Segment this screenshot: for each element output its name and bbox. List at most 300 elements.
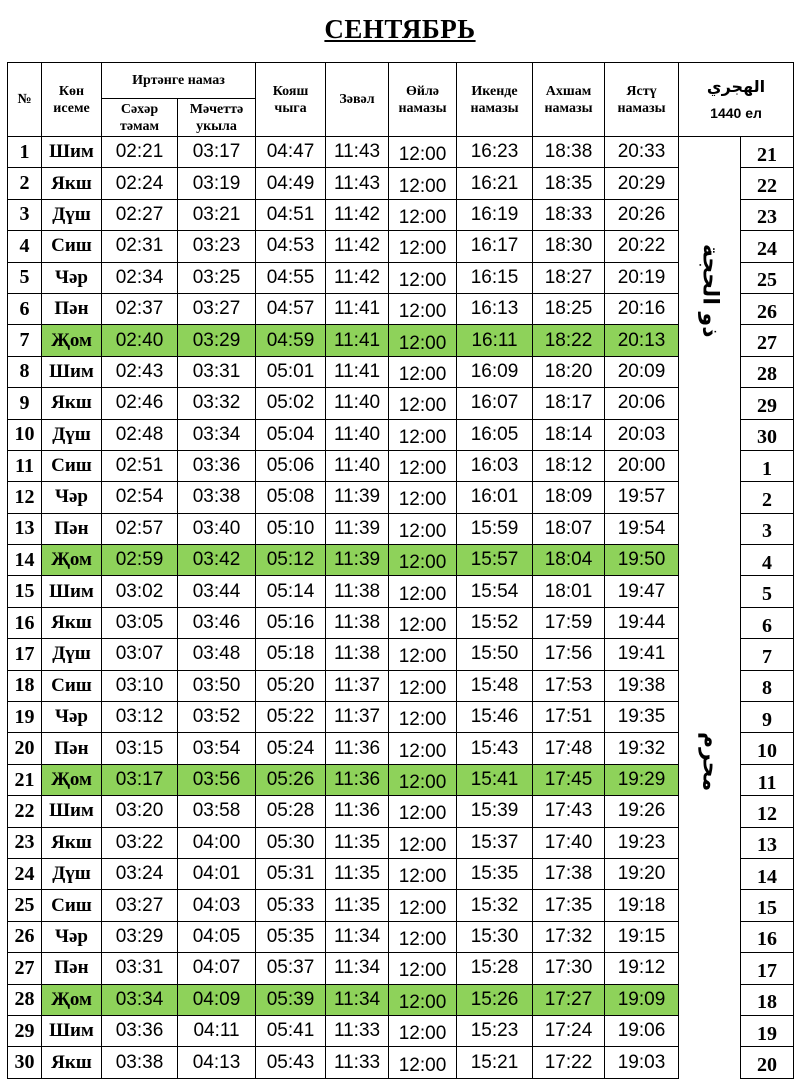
- ikende-time: 15:50: [457, 639, 533, 670]
- header-yastu-text: Ястү намазы: [617, 83, 666, 116]
- yastu-time: 19:26: [605, 796, 679, 827]
- hijri-day-number: 1: [741, 450, 794, 481]
- zawal-time: 11:39: [326, 513, 389, 544]
- day-number: 17: [8, 639, 42, 670]
- mosque-time: 03:52: [178, 702, 256, 733]
- sunrise-time: 05:33: [256, 890, 326, 921]
- mosque-time: 03:34: [178, 419, 256, 450]
- header-hijri-year: 1440 ел: [710, 104, 762, 121]
- day-name: Чәр: [42, 262, 102, 293]
- hijri-day-number: 7: [741, 639, 794, 670]
- zawal-time: 11:43: [326, 168, 389, 199]
- day-name: Җом: [42, 764, 102, 795]
- sahar-time: 03:24: [102, 858, 178, 889]
- day-name: Пән: [42, 953, 102, 984]
- day-name: Дүш: [42, 858, 102, 889]
- mosque-time: 03:38: [178, 482, 256, 513]
- ikende-time: 16:11: [457, 325, 533, 356]
- day-number: 5: [8, 262, 42, 293]
- sahar-time: 03:34: [102, 984, 178, 1015]
- akhsham-time: 18:17: [533, 388, 605, 419]
- day-number: 23: [8, 827, 42, 858]
- ikende-time: 15:41: [457, 764, 533, 795]
- hijri-day-number: 16: [741, 921, 794, 952]
- day-number: 16: [8, 607, 42, 638]
- ikende-time: 15:43: [457, 733, 533, 764]
- akhsham-time: 17:22: [533, 1047, 605, 1078]
- day-number: 14: [8, 545, 42, 576]
- ikende-time: 15:59: [457, 513, 533, 544]
- mosque-time: 04:03: [178, 890, 256, 921]
- akhsham-time: 18:20: [533, 356, 605, 387]
- mosque-time: 03:58: [178, 796, 256, 827]
- oyla-time: 12:00: [389, 733, 457, 764]
- mosque-time: 04:05: [178, 921, 256, 952]
- yastu-time: 19:54: [605, 513, 679, 544]
- hijri-day-number: 3: [741, 513, 794, 544]
- zawal-time: 11:42: [326, 231, 389, 262]
- akhsham-time: 17:59: [533, 607, 605, 638]
- mosque-time: 03:50: [178, 670, 256, 701]
- yastu-time: 19:18: [605, 890, 679, 921]
- ikende-time: 15:26: [457, 984, 533, 1015]
- table-row: [8, 890, 794, 921]
- sunrise-time: 05:06: [256, 450, 326, 481]
- oyla-time: 12:00: [389, 137, 457, 168]
- day-name: Шим: [42, 356, 102, 387]
- day-name: Җом: [42, 984, 102, 1015]
- header-num: №: [8, 63, 42, 137]
- yastu-time: 19:50: [605, 545, 679, 576]
- header-hijri-label: الهجري: [706, 76, 766, 96]
- day-number: 13: [8, 513, 42, 544]
- table-row: [8, 388, 794, 419]
- akhsham-time: 17:32: [533, 921, 605, 952]
- sunrise-time: 05:14: [256, 576, 326, 607]
- day-number: 27: [8, 953, 42, 984]
- day-number: 7: [8, 325, 42, 356]
- oyla-time: 12:00: [389, 482, 457, 513]
- ikende-time: 15:35: [457, 858, 533, 889]
- akhsham-time: 18:38: [533, 137, 605, 168]
- mosque-time: 03:29: [178, 325, 256, 356]
- hijri-day-number: 20: [741, 1047, 794, 1078]
- day-name: Пән: [42, 293, 102, 324]
- table-row: [8, 670, 794, 701]
- sahar-time: 03:10: [102, 670, 178, 701]
- header-sunrise: [256, 63, 326, 137]
- sunrise-time: 05:18: [256, 639, 326, 670]
- sunrise-time: 05:35: [256, 921, 326, 952]
- yastu-time: 20:00: [605, 450, 679, 481]
- akhsham-time: 17:56: [533, 639, 605, 670]
- mosque-time: 03:27: [178, 293, 256, 324]
- mosque-time: 04:11: [178, 1015, 256, 1046]
- table-row: [8, 356, 794, 387]
- day-name: Дүш: [42, 419, 102, 450]
- yastu-time: 19:57: [605, 482, 679, 513]
- ikende-time: 15:30: [457, 921, 533, 952]
- sahar-time: 03:38: [102, 1047, 178, 1078]
- day-number: 2: [8, 168, 42, 199]
- ikende-time: 15:57: [457, 545, 533, 576]
- yastu-time: 19:06: [605, 1015, 679, 1046]
- hijri-day-number: 23: [741, 199, 794, 230]
- akhsham-time: 17:27: [533, 984, 605, 1015]
- table-row: [8, 827, 794, 858]
- day-number: 11: [8, 450, 42, 481]
- table-row: [8, 764, 794, 795]
- zawal-time: 11:41: [326, 356, 389, 387]
- hijri-day-number: 10: [741, 733, 794, 764]
- ikende-time: 15:54: [457, 576, 533, 607]
- zawal-time: 11:36: [326, 733, 389, 764]
- header-oyla-text: Өйлә намазы: [398, 83, 447, 116]
- zawal-time: 11:39: [326, 545, 389, 576]
- table-row: [8, 199, 794, 230]
- sunrise-time: 05:08: [256, 482, 326, 513]
- oyla-time: 12:00: [389, 1015, 457, 1046]
- akhsham-time: 17:45: [533, 764, 605, 795]
- day-name: Шим: [42, 137, 102, 168]
- sahar-time: 03:22: [102, 827, 178, 858]
- hijri-month-cell: [679, 137, 741, 451]
- day-name: Пән: [42, 513, 102, 544]
- akhsham-time: 18:30: [533, 231, 605, 262]
- oyla-time: 12:00: [389, 545, 457, 576]
- oyla-time: 12:00: [389, 639, 457, 670]
- zawal-time: 11:38: [326, 607, 389, 638]
- yastu-time: 19:32: [605, 733, 679, 764]
- hijri-day-number: 9: [741, 702, 794, 733]
- oyla-time: 12:00: [389, 858, 457, 889]
- ikende-time: 16:09: [457, 356, 533, 387]
- ikende-time: 15:37: [457, 827, 533, 858]
- sunrise-time: 05:12: [256, 545, 326, 576]
- sunrise-time: 05:31: [256, 858, 326, 889]
- akhsham-time: 17:35: [533, 890, 605, 921]
- ikende-time: 16:21: [457, 168, 533, 199]
- yastu-time: 20:22: [605, 231, 679, 262]
- hijri-day-number: 5: [741, 576, 794, 607]
- mosque-time: 03:54: [178, 733, 256, 764]
- akhsham-time: 18:12: [533, 450, 605, 481]
- mosque-time: 03:46: [178, 607, 256, 638]
- ikende-time: 15:46: [457, 702, 533, 733]
- zawal-time: 11:34: [326, 921, 389, 952]
- zawal-time: 11:41: [326, 293, 389, 324]
- hijri-month-label: ذو الحجة: [697, 244, 723, 338]
- table-row: [8, 137, 794, 168]
- hijri-day-number: 14: [741, 858, 794, 889]
- day-number: 10: [8, 419, 42, 450]
- yastu-time: 20:16: [605, 293, 679, 324]
- akhsham-time: 18:25: [533, 293, 605, 324]
- ikende-time: 16:15: [457, 262, 533, 293]
- header-mosque: [178, 99, 256, 137]
- ikende-time: 15:48: [457, 670, 533, 701]
- table-row: [8, 419, 794, 450]
- day-name: Якш: [42, 827, 102, 858]
- sunrise-time: 05:30: [256, 827, 326, 858]
- akhsham-time: 18:07: [533, 513, 605, 544]
- header-sunrise-text: Кояш чыга: [272, 83, 309, 116]
- mosque-time: 04:00: [178, 827, 256, 858]
- header-sahar: [102, 99, 178, 137]
- mosque-time: 03:21: [178, 199, 256, 230]
- table-row: [8, 921, 794, 952]
- zawal-time: 11:36: [326, 764, 389, 795]
- day-name: Җом: [42, 545, 102, 576]
- zawal-time: 11:33: [326, 1015, 389, 1046]
- header-sahar-text: Сәхәр тәмам: [119, 101, 160, 134]
- hijri-day-number: 2: [741, 482, 794, 513]
- yastu-time: 20:29: [605, 168, 679, 199]
- day-name: Шим: [42, 1015, 102, 1046]
- mosque-time: 04:09: [178, 984, 256, 1015]
- hijri-day-number: 27: [741, 325, 794, 356]
- table-row: [8, 733, 794, 764]
- oyla-time: 12:00: [389, 702, 457, 733]
- zawal-time: 11:38: [326, 639, 389, 670]
- zawal-time: 11:35: [326, 827, 389, 858]
- sahar-time: 02:21: [102, 137, 178, 168]
- yastu-time: 19:29: [605, 764, 679, 795]
- table-row: [8, 450, 794, 481]
- akhsham-time: 17:30: [533, 953, 605, 984]
- yastu-time: 19:35: [605, 702, 679, 733]
- ikende-time: 16:05: [457, 419, 533, 450]
- yastu-time: 20:13: [605, 325, 679, 356]
- zawal-time: 11:34: [326, 984, 389, 1015]
- sunrise-time: 04:55: [256, 262, 326, 293]
- day-name: Сиш: [42, 890, 102, 921]
- hijri-day-number: 13: [741, 827, 794, 858]
- sahar-time: 02:57: [102, 513, 178, 544]
- ikende-time: 16:13: [457, 293, 533, 324]
- sunrise-time: 04:59: [256, 325, 326, 356]
- mosque-time: 03:23: [178, 231, 256, 262]
- day-name: Шим: [42, 576, 102, 607]
- ikende-time: 15:52: [457, 607, 533, 638]
- oyla-time: 12:00: [389, 356, 457, 387]
- oyla-time: 12:00: [389, 262, 457, 293]
- oyla-time: 12:00: [389, 231, 457, 262]
- hijri-day-number: 28: [741, 356, 794, 387]
- table-row: [8, 1047, 794, 1078]
- oyla-time: 12:00: [389, 1047, 457, 1078]
- sahar-time: 02:51: [102, 450, 178, 481]
- yastu-time: 20:33: [605, 137, 679, 168]
- sahar-time: 03:07: [102, 639, 178, 670]
- sunrise-time: 05:22: [256, 702, 326, 733]
- ikende-time: 16:19: [457, 199, 533, 230]
- day-number: 3: [8, 199, 42, 230]
- mosque-time: 03:31: [178, 356, 256, 387]
- table-row: [8, 796, 794, 827]
- oyla-time: 12:00: [389, 984, 457, 1015]
- page-title: СЕНТЯБРЬ: [324, 14, 476, 44]
- zawal-time: 11:40: [326, 388, 389, 419]
- sahar-time: 03:20: [102, 796, 178, 827]
- day-number: 21: [8, 764, 42, 795]
- mosque-time: 03:44: [178, 576, 256, 607]
- day-number: 28: [8, 984, 42, 1015]
- header-akhsham-text: Ахшам намазы: [544, 83, 593, 116]
- day-number: 25: [8, 890, 42, 921]
- yastu-time: 20:26: [605, 199, 679, 230]
- zawal-time: 11:37: [326, 670, 389, 701]
- header-day-name-text: Көн исеме: [53, 83, 90, 116]
- day-number: 26: [8, 921, 42, 952]
- akhsham-time: 18:09: [533, 482, 605, 513]
- header-ikende: [457, 63, 533, 137]
- sahar-time: 02:43: [102, 356, 178, 387]
- table-row: [8, 231, 794, 262]
- akhsham-time: 18:27: [533, 262, 605, 293]
- zawal-time: 11:35: [326, 858, 389, 889]
- sahar-time: 02:34: [102, 262, 178, 293]
- header-akhsham: [533, 63, 605, 137]
- sahar-time: 02:24: [102, 168, 178, 199]
- mosque-time: 03:19: [178, 168, 256, 199]
- akhsham-time: 17:53: [533, 670, 605, 701]
- oyla-time: 12:00: [389, 419, 457, 450]
- hijri-day-number: 17: [741, 953, 794, 984]
- header-morning-group: Иртәнге намаз: [102, 63, 256, 99]
- yastu-time: 19:15: [605, 921, 679, 952]
- zawal-time: 11:37: [326, 702, 389, 733]
- table-row: [8, 262, 794, 293]
- sahar-time: 03:05: [102, 607, 178, 638]
- sahar-time: 02:48: [102, 419, 178, 450]
- sahar-time: 03:29: [102, 921, 178, 952]
- hijri-day-number: 11: [741, 764, 794, 795]
- yastu-time: 20:03: [605, 419, 679, 450]
- mosque-time: 04:13: [178, 1047, 256, 1078]
- day-number: 1: [8, 137, 42, 168]
- header-oyla: [389, 63, 457, 137]
- hijri-day-number: 6: [741, 607, 794, 638]
- hijri-day-number: 18: [741, 984, 794, 1015]
- akhsham-time: 18:33: [533, 199, 605, 230]
- akhsham-time: 18:01: [533, 576, 605, 607]
- sahar-time: 02:40: [102, 325, 178, 356]
- day-name: Чәр: [42, 702, 102, 733]
- sunrise-time: 05:37: [256, 953, 326, 984]
- oyla-time: 12:00: [389, 576, 457, 607]
- sunrise-time: 04:51: [256, 199, 326, 230]
- mosque-time: 03:36: [178, 450, 256, 481]
- oyla-time: 12:00: [389, 607, 457, 638]
- table-row: [8, 953, 794, 984]
- oyla-time: 12:00: [389, 953, 457, 984]
- akhsham-time: 17:24: [533, 1015, 605, 1046]
- hijri-day-number: 21: [741, 137, 794, 168]
- zawal-time: 11:39: [326, 482, 389, 513]
- day-number: 18: [8, 670, 42, 701]
- akhsham-time: 17:40: [533, 827, 605, 858]
- yastu-time: 19:44: [605, 607, 679, 638]
- zawal-time: 11:34: [326, 953, 389, 984]
- oyla-time: 12:00: [389, 513, 457, 544]
- sunrise-time: 05:43: [256, 1047, 326, 1078]
- yastu-time: 19:23: [605, 827, 679, 858]
- zawal-time: 11:40: [326, 450, 389, 481]
- oyla-time: 12:00: [389, 293, 457, 324]
- day-name: Шим: [42, 796, 102, 827]
- akhsham-time: 18:35: [533, 168, 605, 199]
- akhsham-time: 17:43: [533, 796, 605, 827]
- table-row: [8, 607, 794, 638]
- header-zawal: Зәвәл: [326, 63, 389, 137]
- day-name: Чәр: [42, 921, 102, 952]
- table-row: [8, 482, 794, 513]
- sunrise-time: 04:57: [256, 293, 326, 324]
- zawal-time: 11:36: [326, 796, 389, 827]
- header-day-name: [42, 63, 102, 137]
- hijri-day-number: 24: [741, 231, 794, 262]
- yastu-time: 20:06: [605, 388, 679, 419]
- day-name: Якш: [42, 388, 102, 419]
- ikende-time: 15:21: [457, 1047, 533, 1078]
- sahar-time: 03:17: [102, 764, 178, 795]
- mosque-time: 03:32: [178, 388, 256, 419]
- oyla-time: 12:00: [389, 827, 457, 858]
- akhsham-time: 17:48: [533, 733, 605, 764]
- day-name: Чәр: [42, 482, 102, 513]
- akhsham-time: 17:38: [533, 858, 605, 889]
- zawal-time: 11:42: [326, 199, 389, 230]
- day-name: Сиш: [42, 670, 102, 701]
- table-row: [8, 325, 794, 356]
- oyla-time: 12:00: [389, 921, 457, 952]
- day-name: Якш: [42, 1047, 102, 1078]
- ikende-time: 16:17: [457, 231, 533, 262]
- sahar-time: 03:27: [102, 890, 178, 921]
- ikende-time: 15:32: [457, 890, 533, 921]
- yastu-time: 19:38: [605, 670, 679, 701]
- sunrise-time: 05:28: [256, 796, 326, 827]
- day-number: 19: [8, 702, 42, 733]
- hijri-day-number: 12: [741, 796, 794, 827]
- ikende-time: 16:07: [457, 388, 533, 419]
- sahar-time: 02:59: [102, 545, 178, 576]
- sahar-time: 03:02: [102, 576, 178, 607]
- hijri-day-number: 8: [741, 670, 794, 701]
- sunrise-time: 05:01: [256, 356, 326, 387]
- sunrise-time: 05:39: [256, 984, 326, 1015]
- table-row: [8, 168, 794, 199]
- sunrise-time: 04:53: [256, 231, 326, 262]
- sahar-time: 02:46: [102, 388, 178, 419]
- table-row: [8, 858, 794, 889]
- yastu-time: 19:09: [605, 984, 679, 1015]
- sahar-time: 03:36: [102, 1015, 178, 1046]
- yastu-time: 20:19: [605, 262, 679, 293]
- zawal-time: 11:38: [326, 576, 389, 607]
- day-number: 30: [8, 1047, 42, 1078]
- zawal-time: 11:42: [326, 262, 389, 293]
- oyla-time: 12:00: [389, 890, 457, 921]
- sunrise-time: 05:20: [256, 670, 326, 701]
- zawal-time: 11:35: [326, 890, 389, 921]
- header-ikende-text: Икенде намазы: [470, 83, 519, 116]
- hijri-day-number: 29: [741, 388, 794, 419]
- oyla-time: 12:00: [389, 450, 457, 481]
- sunrise-time: 05:24: [256, 733, 326, 764]
- day-number: 20: [8, 733, 42, 764]
